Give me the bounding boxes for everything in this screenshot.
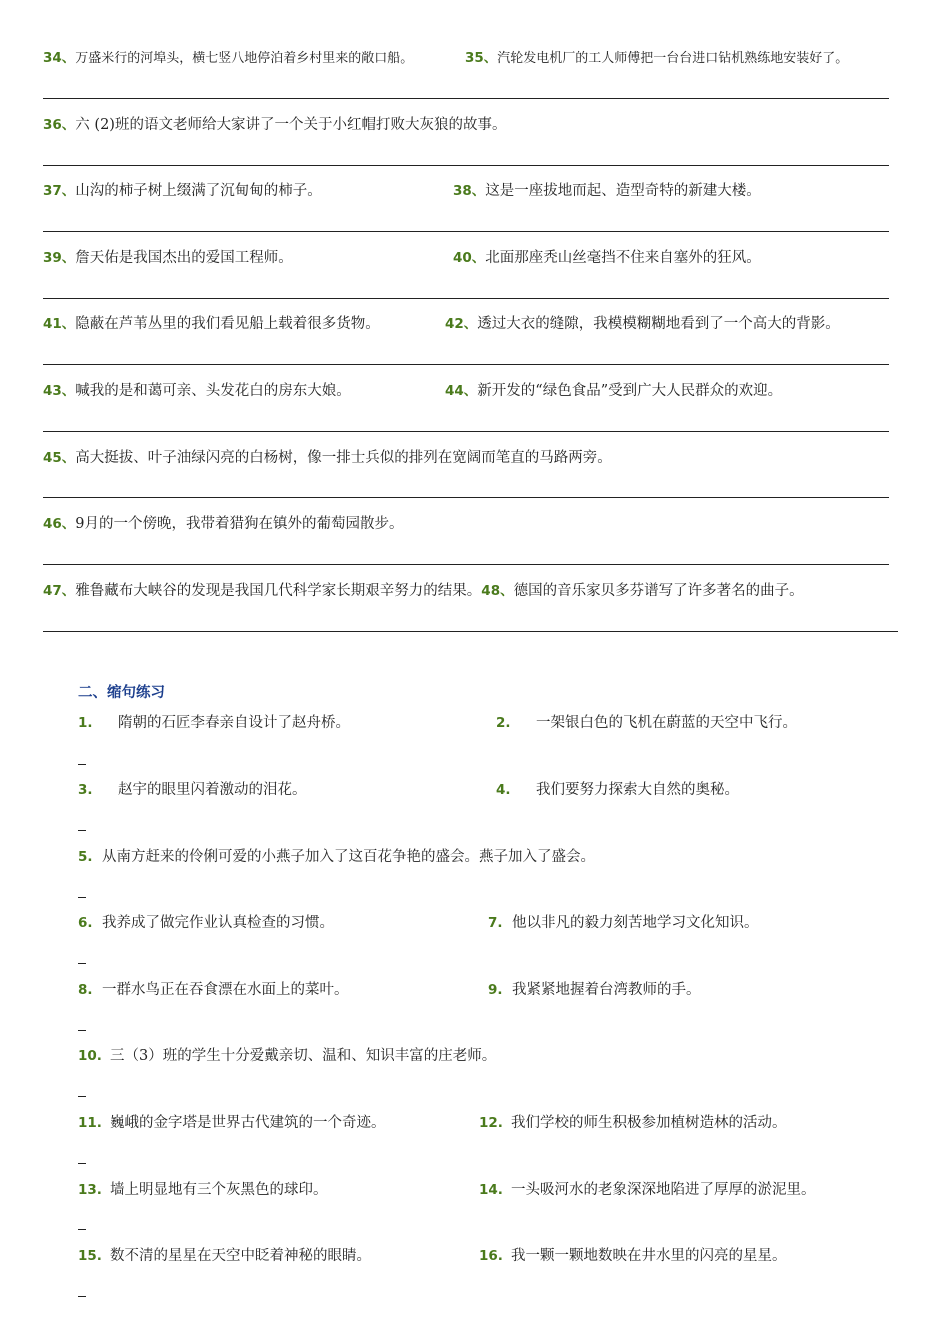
exercise-row <box>78 1180 328 1200</box>
sentence-text: 詹天佑是我国杰出的爱国工程师。 <box>75 250 293 266</box>
exercise-row <box>445 314 840 334</box>
exercise-row <box>43 115 506 135</box>
answer-line[interactable] <box>43 165 889 166</box>
sentence-text: 我养成了做完作业认真检查的习惯。 <box>102 915 334 931</box>
answer-blank[interactable] <box>78 1163 86 1164</box>
item-number: 10. <box>78 1048 102 1064</box>
sentence-text: 一头吸河水的老象深深地陷进了厚厚的淤泥里。 <box>511 1182 816 1198</box>
item-number: 37、 <box>43 183 76 199</box>
item-number: 13. <box>78 1182 102 1198</box>
exercise-row <box>479 1246 787 1266</box>
sentence-text: 雅鲁藏布大峡谷的发现是我国几代科学家长期艰辛努力的结果。 <box>75 583 482 599</box>
exercise-row <box>479 1180 816 1200</box>
item-number: 15. <box>78 1248 102 1264</box>
sentence-text: 他以非凡的毅力刻苦地学习文化知识。 <box>512 915 759 931</box>
exercise-row <box>78 780 307 800</box>
sentence-text: 我一颗一颗地数映在井水里的闪亮的星星。 <box>511 1248 787 1264</box>
item-number: 46、 <box>43 516 76 532</box>
item-number: 42、 <box>445 316 478 332</box>
item-number: 41、 <box>43 316 76 332</box>
item-number: 43、 <box>43 383 76 399</box>
item-number: 35、 <box>465 50 498 66</box>
exercise-row <box>43 514 404 534</box>
item-number: 9. <box>488 982 503 998</box>
exercise-row <box>78 980 349 1000</box>
sentence-text: 数不清的星星在天空中眨着神秘的眼睛。 <box>110 1248 371 1264</box>
sentence-text: 德国的音乐家贝多芬谱写了许多著名的曲子。 <box>513 583 804 599</box>
answer-line[interactable] <box>43 364 889 365</box>
item-number: 12. <box>479 1115 503 1131</box>
exercise-row <box>43 314 380 334</box>
item-number: 3. <box>78 782 93 798</box>
exercise-row <box>488 913 759 933</box>
sentence-text: 从南方赶来的伶俐可爱的小燕子加入了这百花争艳的盛会。燕子加入了盛会。 <box>102 849 595 865</box>
sentence-text: 喊我的是和蔼可亲、头发花白的房东大娘。 <box>75 383 351 399</box>
item-number: 8. <box>78 982 93 998</box>
exercise-row <box>78 847 595 867</box>
exercise-row <box>43 48 413 69</box>
sentence-text: 新开发的“绿色食品”受到广大人民群众的欢迎。 <box>477 383 783 399</box>
exercise-row <box>445 381 782 401</box>
sentence-text: 高大挺拔、叶子油绿闪亮的白杨树，像一排士兵似的排列在宽阔而笔直的马路两旁。 <box>75 450 612 466</box>
answer-line[interactable] <box>43 298 889 299</box>
exercise-row <box>78 1113 386 1133</box>
answer-line[interactable] <box>43 98 889 99</box>
sentence-text: 我紧紧地握着台湾教师的手。 <box>512 982 701 998</box>
answer-line[interactable] <box>43 231 889 232</box>
sentence-text: 墙上明显地有三个灰黑色的球印。 <box>110 1182 328 1198</box>
exercise-row <box>496 713 797 733</box>
exercise-row <box>479 1113 787 1133</box>
item-number: 40、 <box>453 250 486 266</box>
sentence-text: 透过大衣的缝隙，我模模糊糊地看到了一个高大的背影。 <box>477 316 840 332</box>
sentence-text: 我们学校的师生积极参加植树造林的活动。 <box>511 1115 787 1131</box>
item-number: 6. <box>78 915 93 931</box>
sentence-text: 北面那座秃山丝毫挡不住来自塞外的狂风。 <box>485 250 761 266</box>
item-number: 14. <box>479 1182 503 1198</box>
exercise-row <box>78 713 350 733</box>
exercise-row <box>453 248 761 268</box>
exercise-row <box>43 381 351 401</box>
item-number: 47、 <box>43 583 76 599</box>
answer-blank[interactable] <box>78 830 86 831</box>
sentence-text: 山沟的柿子树上缀满了沉甸甸的柿子。 <box>75 183 322 199</box>
sentence-text: 一群水鸟正在吞食漂在水面上的菜叶。 <box>102 982 349 998</box>
item-number: 39、 <box>43 250 76 266</box>
exercise-row <box>453 181 761 201</box>
exercise-row <box>43 581 804 601</box>
exercise-row <box>488 980 701 1000</box>
sentence-text: 万盛米行的河埠头，横七竖八地停泊着乡村里来的敞口船。 <box>75 51 414 66</box>
answer-line[interactable] <box>43 564 889 565</box>
item-number: 34、 <box>43 50 76 66</box>
item-number: 11. <box>78 1115 102 1131</box>
exercise-row <box>43 181 322 201</box>
answer-line[interactable] <box>43 631 898 632</box>
exercise-row <box>496 780 739 800</box>
answer-blank[interactable] <box>78 764 86 765</box>
answer-line[interactable] <box>43 431 889 432</box>
answer-blank[interactable] <box>78 897 86 898</box>
answer-line[interactable] <box>43 497 889 498</box>
section-title: 二、缩句练习 <box>78 685 165 701</box>
exercise-row <box>43 448 612 468</box>
sentence-text: 这是一座拔地而起、造型奇特的新建大楼。 <box>485 183 761 199</box>
item-number: 45、 <box>43 450 76 466</box>
sentence-text: 六 (2)班的语文老师给大家讲了一个关于小红帽打败大灰狼的故事。 <box>75 117 507 133</box>
exercise-row <box>43 248 293 268</box>
item-number: 2. <box>496 715 511 731</box>
sentence-text: 9月的一个傍晚，我带着猎狗在镇外的葡萄园散步。 <box>75 516 404 532</box>
sentence-text: 巍峨的金字塔是世界古代建筑的一个奇迹。 <box>110 1115 386 1131</box>
item-number: 38、 <box>453 183 486 199</box>
sentence-text: 隋朝的石匠李春亲自设计了赵舟桥。 <box>118 715 350 731</box>
sentence-text: 我们要努力探索大自然的奥秘。 <box>536 782 739 798</box>
sentence-text: 隐蔽在芦苇丛里的我们看见船上载着很多货物。 <box>75 316 380 332</box>
answer-blank[interactable] <box>78 963 86 964</box>
item-number: 48、 <box>481 583 514 599</box>
sentence-text: 赵宇的眼里闪着激动的泪花。 <box>118 782 307 798</box>
answer-blank[interactable] <box>78 1030 86 1031</box>
exercise-row <box>78 1046 496 1066</box>
item-number: 7. <box>488 915 503 931</box>
sentence-text: 三（3）班的学生十分爱戴亲切、温和、知识丰富的庄老师。 <box>110 1048 497 1064</box>
item-number: 44、 <box>445 383 478 399</box>
exercise-row <box>465 48 848 69</box>
exercise-row <box>78 913 334 933</box>
answer-blank[interactable] <box>78 1296 86 1297</box>
exercise-row <box>78 1246 371 1266</box>
item-number: 16. <box>479 1248 503 1264</box>
item-number: 4. <box>496 782 511 798</box>
answer-blank[interactable] <box>78 1229 86 1230</box>
answer-blank[interactable] <box>78 1096 86 1097</box>
item-number: 5. <box>78 849 93 865</box>
sentence-text: 汽轮发电机厂的工人师傅把一台台进口钻机熟练地安装好了。 <box>497 51 849 66</box>
item-number: 36、 <box>43 117 76 133</box>
item-number: 1. <box>78 715 93 731</box>
sentence-text: 一架银白色的飞机在蔚蓝的天空中飞行。 <box>536 715 797 731</box>
